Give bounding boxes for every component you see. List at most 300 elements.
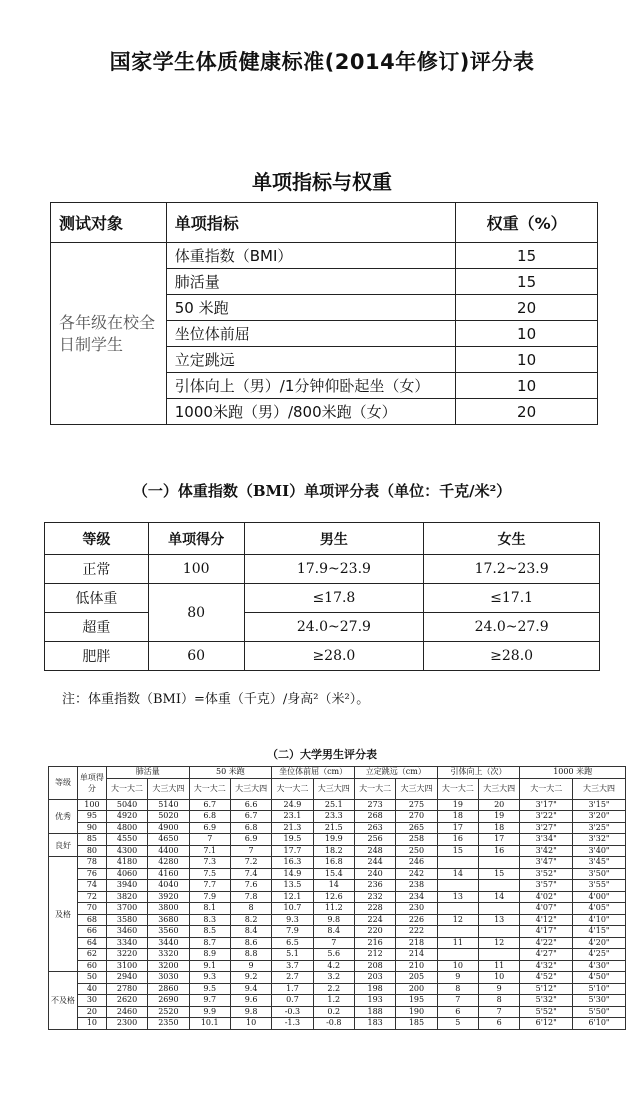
value-cell: 3920	[148, 891, 189, 903]
value-cell: 2620	[106, 995, 147, 1007]
value-cell: 9.6	[230, 995, 271, 1007]
header-item: 坐位体前屈（cm）	[272, 767, 355, 779]
value-cell: 4'17"	[520, 926, 573, 938]
value-cell: 5'32"	[520, 995, 573, 1007]
value-cell: 17.7	[272, 845, 313, 857]
male-cell: 24.0~27.9	[244, 613, 424, 642]
value-cell: 212	[354, 949, 395, 961]
female-cell: ≥28.0	[424, 642, 600, 671]
male-cell: ≥28.0	[244, 642, 424, 671]
value-cell: -1.3	[272, 1018, 313, 1030]
value-cell: 195	[396, 995, 437, 1007]
value-cell: 230	[396, 903, 437, 915]
value-cell: 4'20"	[573, 937, 626, 949]
score-cell: 66	[77, 926, 106, 938]
value-cell: 8.8	[230, 949, 271, 961]
value-cell: 5'30"	[573, 995, 626, 1007]
level-cell: 优秀	[49, 799, 78, 834]
value-cell: 19	[479, 811, 520, 823]
value-cell: 3200	[148, 960, 189, 972]
value-cell: 8	[230, 903, 271, 915]
indicator-cell: 立定跳远	[166, 347, 455, 373]
male-cell: ≤17.8	[244, 584, 424, 613]
value-cell: 2.2	[313, 983, 354, 995]
value-cell: 2860	[148, 983, 189, 995]
value-cell: 3580	[106, 914, 147, 926]
value-cell: 3100	[106, 960, 147, 972]
value-cell: 10	[479, 972, 520, 984]
value-cell: 3'32"	[573, 834, 626, 846]
value-cell: 16.3	[272, 857, 313, 869]
table-row	[49, 972, 626, 984]
value-cell: 7.7	[189, 880, 230, 892]
value-cell: 256	[354, 834, 395, 846]
score-cell: 80	[77, 845, 106, 857]
value-cell: 3.7	[272, 960, 313, 972]
score-cell: 60	[148, 642, 244, 671]
value-cell: 273	[354, 799, 395, 811]
value-cell: 6	[437, 1006, 478, 1018]
value-cell: 7.9	[272, 926, 313, 938]
value-cell: 268	[354, 811, 395, 823]
value-cell: 19	[437, 799, 478, 811]
value-cell: 0.7	[272, 995, 313, 1007]
value-cell: 14	[437, 868, 478, 880]
page-title: 国家学生体质健康标准(2014年修订)评分表	[109, 50, 535, 74]
value-cell: 4180	[106, 857, 147, 869]
score-cell: 30	[77, 995, 106, 1007]
value-cell: 258	[396, 834, 437, 846]
value-cell: 9.8	[230, 1006, 271, 1018]
value-cell: 263	[354, 822, 395, 834]
male-table-body	[49, 799, 626, 1029]
value-cell: 2300	[106, 1018, 147, 1030]
value-cell	[479, 949, 520, 961]
female-cell: 24.0~27.9	[424, 613, 600, 642]
value-cell: 2690	[148, 995, 189, 1007]
table-row	[49, 1006, 626, 1018]
value-cell: 226	[396, 914, 437, 926]
level-cell: 不及格	[49, 972, 78, 1030]
score-cell: 85	[77, 834, 106, 846]
value-cell: 3560	[148, 926, 189, 938]
header-grade-1-2: 大一大二	[106, 778, 147, 799]
value-cell: 8.7	[189, 937, 230, 949]
value-cell: 12	[479, 937, 520, 949]
value-cell: 9.5	[189, 983, 230, 995]
value-cell: 216	[354, 937, 395, 949]
value-cell: 14	[313, 880, 354, 892]
weight-table	[50, 202, 598, 425]
header-level: 等级	[49, 767, 78, 800]
header-grade-1-2: 大一大二	[520, 778, 573, 799]
section2-title: （一）体重指数（BMI）单项评分表（单位：千克/米²）	[132, 482, 512, 500]
value-cell: 8.3	[189, 914, 230, 926]
value-cell: 4'27"	[520, 949, 573, 961]
value-cell: 4280	[148, 857, 189, 869]
header-grade-3-4: 大三大四	[148, 778, 189, 799]
value-cell: 7.1	[189, 845, 230, 857]
value-cell: 23.1	[272, 811, 313, 823]
value-cell: 4160	[148, 868, 189, 880]
value-cell: 6.9	[189, 822, 230, 834]
value-cell: 15	[437, 845, 478, 857]
table-row	[51, 243, 598, 269]
table-row	[49, 926, 626, 938]
value-cell: 18.2	[313, 845, 354, 857]
value-cell: 6.5	[272, 937, 313, 949]
value-cell: 3.2	[313, 972, 354, 984]
value-cell: 4'52"	[520, 972, 573, 984]
weight-cell: 20	[456, 295, 598, 321]
header-score: 单项得分	[77, 767, 106, 800]
value-cell: 4.2	[313, 960, 354, 972]
value-cell: 8.4	[313, 926, 354, 938]
value-cell: 10.1	[189, 1018, 230, 1030]
value-cell: 4650	[148, 834, 189, 846]
value-cell: 8.6	[230, 937, 271, 949]
value-cell: 7.6	[230, 880, 271, 892]
value-cell: 250	[396, 845, 437, 857]
value-cell	[437, 926, 478, 938]
value-cell: 10	[230, 1018, 271, 1030]
value-cell: 6.8	[230, 822, 271, 834]
value-cell	[437, 949, 478, 961]
value-cell: 16	[437, 834, 478, 846]
table-row	[49, 868, 626, 880]
score-cell: 95	[77, 811, 106, 823]
header-grade-1-2: 大一大二	[437, 778, 478, 799]
indicator-cell: 1000米跑（男）/800米跑（女）	[166, 399, 455, 425]
value-cell: 7.9	[189, 891, 230, 903]
value-cell: 236	[354, 880, 395, 892]
table-row	[49, 799, 626, 811]
value-cell: 3030	[148, 972, 189, 984]
value-cell: 16	[479, 845, 520, 857]
value-cell: 11.2	[313, 903, 354, 915]
value-cell: -0.3	[272, 1006, 313, 1018]
value-cell: 15.4	[313, 868, 354, 880]
value-cell: 8.9	[189, 949, 230, 961]
header-grade-3-4: 大三大四	[313, 778, 354, 799]
level-cell: 及格	[49, 857, 78, 972]
value-cell: 7.3	[189, 857, 230, 869]
value-cell: 9.2	[230, 972, 271, 984]
score-cell: 90	[77, 822, 106, 834]
value-cell: 24.9	[272, 799, 313, 811]
value-cell: 2780	[106, 983, 147, 995]
female-cell: 17.2~23.9	[424, 555, 600, 584]
header-grade-1-2: 大一大二	[189, 778, 230, 799]
value-cell: 13.5	[272, 880, 313, 892]
value-cell: 220	[354, 926, 395, 938]
value-cell: 4'07"	[520, 903, 573, 915]
header-item: 立定跳远（cm）	[354, 767, 437, 779]
header-level: 等级	[45, 523, 149, 555]
value-cell: 7.8	[230, 891, 271, 903]
value-cell: 224	[354, 914, 395, 926]
value-cell: 6'10"	[573, 1018, 626, 1030]
value-cell	[479, 880, 520, 892]
value-cell: 8.1	[189, 903, 230, 915]
value-cell: 4300	[106, 845, 147, 857]
value-cell: 6'12"	[520, 1018, 573, 1030]
value-cell: 185	[396, 1018, 437, 1030]
value-cell: 2350	[148, 1018, 189, 1030]
value-cell: 9.3	[272, 914, 313, 926]
value-cell	[437, 857, 478, 869]
test-object-cell: 各年级在校全日制学生	[51, 243, 167, 425]
value-cell: 14.9	[272, 868, 313, 880]
value-cell: 9	[479, 983, 520, 995]
value-cell: 3'57"	[520, 880, 573, 892]
value-cell: 3320	[148, 949, 189, 961]
value-cell: 10	[437, 960, 478, 972]
value-cell: 198	[354, 983, 395, 995]
male-table-header-row-1	[49, 767, 626, 779]
value-cell: 3440	[148, 937, 189, 949]
value-cell: 13	[437, 891, 478, 903]
table-row	[49, 903, 626, 915]
table-row	[49, 995, 626, 1007]
header-grade-3-4: 大三大四	[479, 778, 520, 799]
value-cell: 6.6	[230, 799, 271, 811]
value-cell: 7.4	[230, 868, 271, 880]
value-cell: 3340	[106, 937, 147, 949]
value-cell: 3'50"	[573, 868, 626, 880]
value-cell: 3'25"	[573, 822, 626, 834]
indicator-cell: 引体向上（男）/1分钟仰卧起坐（女）	[166, 373, 455, 399]
level-cell: 良好	[49, 834, 78, 857]
score-cell: 100	[77, 799, 106, 811]
header-item: 肺活量	[106, 767, 189, 779]
weight-cell: 10	[456, 347, 598, 373]
value-cell: 11	[479, 960, 520, 972]
value-cell: 3460	[106, 926, 147, 938]
indicator-cell: 坐位体前屈	[166, 321, 455, 347]
table-row	[49, 983, 626, 995]
value-cell: 3'27"	[520, 822, 573, 834]
value-cell: 4'05"	[573, 903, 626, 915]
value-cell: 7	[189, 834, 230, 846]
value-cell: 3680	[148, 914, 189, 926]
table-row	[45, 642, 600, 671]
value-cell: 8	[479, 995, 520, 1007]
header-grade-3-4: 大三大四	[573, 778, 626, 799]
value-cell: 234	[396, 891, 437, 903]
table-row	[49, 822, 626, 834]
score-cell: 64	[77, 937, 106, 949]
weight-cell: 10	[456, 373, 598, 399]
value-cell: 2520	[148, 1006, 189, 1018]
value-cell: 244	[354, 857, 395, 869]
value-cell: 228	[354, 903, 395, 915]
value-cell: 4'50"	[573, 972, 626, 984]
value-cell: 3220	[106, 949, 147, 961]
value-cell: 7	[230, 845, 271, 857]
value-cell: 4'12"	[520, 914, 573, 926]
female-cell: ≤17.1	[424, 584, 600, 613]
value-cell: -0.8	[313, 1018, 354, 1030]
value-cell: 3'40"	[573, 845, 626, 857]
score-cell: 80	[148, 584, 244, 642]
male-table-header-row-2	[49, 778, 626, 799]
value-cell: 3800	[148, 903, 189, 915]
value-cell: 17	[479, 834, 520, 846]
table-row	[49, 857, 626, 869]
value-cell: 8.2	[230, 914, 271, 926]
value-cell: 2.7	[272, 972, 313, 984]
value-cell: 3'47"	[520, 857, 573, 869]
value-cell: 5040	[106, 799, 147, 811]
score-cell: 72	[77, 891, 106, 903]
value-cell: 1.7	[272, 983, 313, 995]
value-cell: 240	[354, 868, 395, 880]
header-grade-1-2: 大一大二	[354, 778, 395, 799]
value-cell: 5140	[148, 799, 189, 811]
table-row	[45, 613, 600, 642]
value-cell: 4'02"	[520, 891, 573, 903]
value-cell: 208	[354, 960, 395, 972]
value-cell: 210	[396, 960, 437, 972]
table-row	[49, 960, 626, 972]
header-male: 男生	[244, 523, 424, 555]
header-female: 女生	[424, 523, 600, 555]
value-cell: 5	[437, 1018, 478, 1030]
table-row	[49, 949, 626, 961]
header-score: 单项得分	[148, 523, 244, 555]
value-cell: 6	[479, 1018, 520, 1030]
value-cell: 6.8	[189, 811, 230, 823]
value-cell	[479, 857, 520, 869]
value-cell: 246	[396, 857, 437, 869]
value-cell: 3700	[106, 903, 147, 915]
value-cell: 4900	[148, 822, 189, 834]
score-cell: 100	[148, 555, 244, 584]
header-grade-3-4: 大三大四	[396, 778, 437, 799]
value-cell: 2940	[106, 972, 147, 984]
score-cell: 78	[77, 857, 106, 869]
value-cell: 15	[479, 868, 520, 880]
weight-cell: 15	[456, 243, 598, 269]
score-cell: 70	[77, 903, 106, 915]
value-cell: 190	[396, 1006, 437, 1018]
value-cell: 5'52"	[520, 1006, 573, 1018]
level-cell: 正常	[45, 555, 149, 584]
value-cell: 242	[396, 868, 437, 880]
male-score-table	[48, 766, 626, 1030]
value-cell: 4'00"	[573, 891, 626, 903]
value-cell: 9.8	[313, 914, 354, 926]
value-cell: 232	[354, 891, 395, 903]
value-cell: 8	[437, 983, 478, 995]
value-cell: 19.5	[272, 834, 313, 846]
male-cell: 17.9~23.9	[244, 555, 424, 584]
value-cell: 9.9	[189, 1006, 230, 1018]
table-row	[49, 834, 626, 846]
value-cell: 3'17"	[520, 799, 573, 811]
value-cell: 9	[437, 972, 478, 984]
value-cell: 11	[437, 937, 478, 949]
indicator-cell: 50 米跑	[166, 295, 455, 321]
value-cell: 6.9	[230, 834, 271, 846]
value-cell: 3820	[106, 891, 147, 903]
value-cell: 12	[437, 914, 478, 926]
value-cell: 10.7	[272, 903, 313, 915]
value-cell: 5020	[148, 811, 189, 823]
value-cell: 4'10"	[573, 914, 626, 926]
bmi-table-header	[45, 523, 600, 555]
value-cell: 18	[479, 822, 520, 834]
value-cell: 8.5	[189, 926, 230, 938]
level-cell: 低体重	[45, 584, 149, 613]
table-row	[49, 937, 626, 949]
value-cell: 21.5	[313, 822, 354, 834]
header-item: 1000 米跑	[520, 767, 626, 779]
value-cell: 7	[479, 1006, 520, 1018]
score-cell: 68	[77, 914, 106, 926]
value-cell: 3'34"	[520, 834, 573, 846]
value-cell: 16.8	[313, 857, 354, 869]
value-cell	[437, 880, 478, 892]
value-cell: 3940	[106, 880, 147, 892]
value-cell: 6.7	[230, 811, 271, 823]
value-cell: 9.1	[189, 960, 230, 972]
value-cell: 9.7	[189, 995, 230, 1007]
section1-title: 单项指标与权重	[252, 170, 392, 194]
value-cell: 4'30"	[573, 960, 626, 972]
value-cell: 275	[396, 799, 437, 811]
value-cell: 5.1	[272, 949, 313, 961]
value-cell: 188	[354, 1006, 395, 1018]
value-cell: 5'50"	[573, 1006, 626, 1018]
score-cell: 40	[77, 983, 106, 995]
value-cell	[437, 903, 478, 915]
value-cell	[479, 903, 520, 915]
header-grade-1-2: 大一大二	[272, 778, 313, 799]
value-cell: 17	[437, 822, 478, 834]
value-cell: 9.4	[230, 983, 271, 995]
table-row	[49, 880, 626, 892]
score-cell: 76	[77, 868, 106, 880]
value-cell: 4060	[106, 868, 147, 880]
value-cell: 193	[354, 995, 395, 1007]
weight-cell: 15	[456, 269, 598, 295]
section3-title: （二）大学男生评分表	[267, 748, 377, 761]
value-cell: 12.6	[313, 891, 354, 903]
weight-cell: 20	[456, 399, 598, 425]
table-row	[49, 914, 626, 926]
value-cell: 200	[396, 983, 437, 995]
value-cell: 218	[396, 937, 437, 949]
value-cell: 1.2	[313, 995, 354, 1007]
value-cell: 7.5	[189, 868, 230, 880]
value-cell: 205	[396, 972, 437, 984]
score-cell: 62	[77, 949, 106, 961]
weight-cell: 10	[456, 321, 598, 347]
value-cell: 7.2	[230, 857, 271, 869]
header-object: 测试对象	[51, 203, 167, 243]
indicator-cell: 肺活量	[166, 269, 455, 295]
value-cell: 20	[479, 799, 520, 811]
value-cell: 4'22"	[520, 937, 573, 949]
table-row	[49, 811, 626, 823]
value-cell: 6.7	[189, 799, 230, 811]
value-cell: 3'52"	[520, 868, 573, 880]
header-grade-3-4: 大三大四	[230, 778, 271, 799]
value-cell: 3'20"	[573, 811, 626, 823]
value-cell: 14	[479, 891, 520, 903]
